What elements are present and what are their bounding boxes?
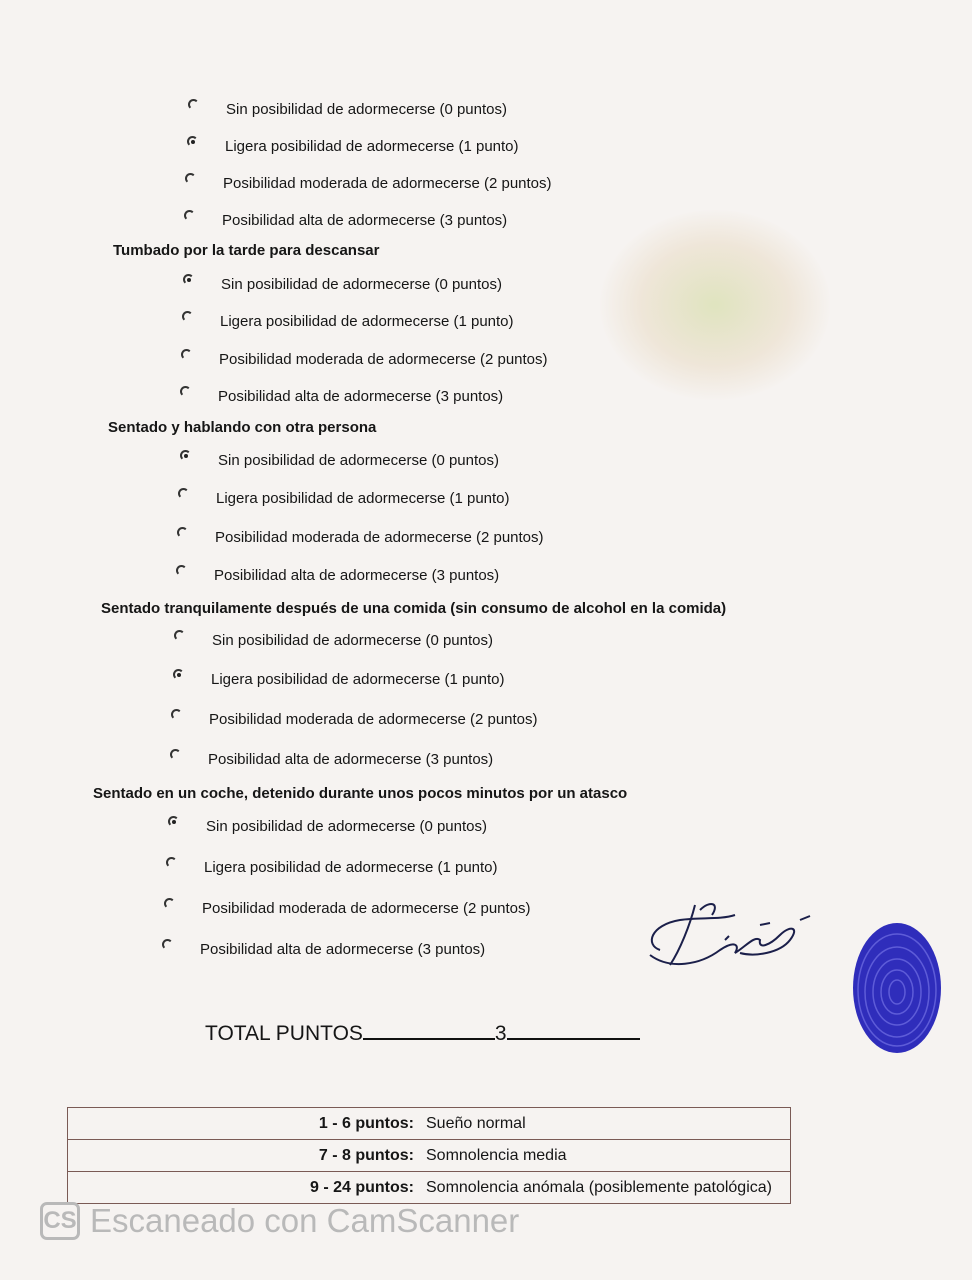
- radio-icon[interactable]: [162, 939, 173, 950]
- radio-icon[interactable]: [170, 749, 181, 760]
- option-label: Sin posibilidad de adormecerse (0 puntos): [206, 818, 487, 835]
- option-label: Posibilidad alta de adormecerse (3 puntos): [218, 388, 504, 405]
- radio-selected-icon[interactable]: [168, 816, 179, 827]
- radio-icon[interactable]: [184, 210, 195, 221]
- radio-selected-icon[interactable]: [187, 136, 198, 147]
- fingerprint-image: [850, 920, 945, 1060]
- option-label: Posibilidad alta de adormecerse (3 puntos): [200, 941, 486, 958]
- camscanner-watermark: [40, 1202, 519, 1246]
- score-interpretation-table: [67, 1107, 791, 1204]
- radio-icon[interactable]: [185, 173, 196, 184]
- radio-icon[interactable]: [181, 349, 192, 360]
- radio-icon[interactable]: [166, 857, 177, 868]
- section-title: Tumbado por la tarde para descansar: [113, 242, 380, 259]
- radio-icon[interactable]: [180, 386, 191, 397]
- section-title: Sentado en un coche, detenido durante unos pocos minutos por un atasco: [93, 785, 628, 802]
- signature-image: [640, 895, 815, 975]
- option-label: Ligera posibilidad de adormecerse (1 punto): [211, 671, 505, 688]
- table-row: [68, 1140, 791, 1172]
- radio-icon[interactable]: [174, 630, 185, 641]
- option-label: Ligera posibilidad de adormecerse (1 punto): [220, 313, 514, 330]
- total-value: 3: [494, 1022, 507, 1045]
- option-label: Posibilidad alta de adormecerse (3 puntos): [222, 212, 508, 229]
- option-label: Sin posibilidad de adormecerse (0 puntos): [226, 101, 507, 118]
- radio-icon[interactable]: [176, 565, 187, 576]
- option-label: Sin posibilidad de adormecerse (0 puntos): [212, 632, 493, 649]
- score-meaning: Somnolencia anómala (posiblemente patológica): [420, 1172, 791, 1204]
- score-meaning: Somnolencia media: [420, 1140, 791, 1172]
- camscanner-logo-icon: CS: [40, 1202, 80, 1240]
- score-meaning: Sueño normal: [420, 1108, 791, 1140]
- score-range: 9 - 24 puntos:: [68, 1172, 421, 1204]
- option-label: Posibilidad moderada de adormecerse (2 puntos): [209, 711, 538, 728]
- radio-selected-icon[interactable]: [180, 450, 191, 461]
- score-range: 7 - 8 puntos:: [68, 1140, 421, 1172]
- option-label: Ligera posibilidad de adormecerse (1 punto): [204, 859, 498, 876]
- option-label: Sin posibilidad de adormecerse (0 puntos): [218, 452, 499, 469]
- radio-selected-icon[interactable]: [183, 274, 194, 285]
- table-row: [68, 1172, 791, 1204]
- score-range: 1 - 6 puntos:: [68, 1108, 421, 1140]
- total-label: TOTAL PUNTOS: [205, 1022, 363, 1045]
- option-label: Posibilidad alta de adormecerse (3 puntos): [214, 567, 500, 584]
- option-label: Posibilidad moderada de adormecerse (2 puntos): [215, 529, 544, 546]
- option-label: Ligera posibilidad de adormecerse (1 punto): [225, 138, 519, 155]
- option-label: Posibilidad moderada de adormecerse (2 puntos): [202, 900, 531, 917]
- radio-selected-icon[interactable]: [173, 669, 184, 680]
- section-title: Sentado y hablando con otra persona: [108, 419, 377, 436]
- option-label: Ligera posibilidad de adormecerse (1 punto): [216, 490, 510, 507]
- total-underline-right: [507, 1018, 640, 1040]
- table-row: [68, 1108, 791, 1140]
- paper-stain: [600, 210, 830, 400]
- radio-icon[interactable]: [177, 527, 188, 538]
- radio-icon[interactable]: [171, 709, 182, 720]
- total-underline-left: [363, 1018, 495, 1040]
- watermark-text: Escaneado con CamScanner: [90, 1202, 520, 1239]
- total-points: [205, 1018, 640, 1046]
- option-label: Posibilidad moderada de adormecerse (2 puntos): [223, 175, 552, 192]
- option-label: Sin posibilidad de adormecerse (0 puntos): [221, 276, 502, 293]
- section-title: Sentado tranquilamente después de una comida (sin consumo de alcohol en la comida): [101, 600, 727, 617]
- radio-icon[interactable]: [182, 311, 193, 322]
- radio-icon[interactable]: [164, 898, 175, 909]
- radio-icon[interactable]: [188, 99, 199, 110]
- radio-icon[interactable]: [178, 488, 189, 499]
- option-label: Posibilidad alta de adormecerse (3 puntos): [208, 751, 494, 768]
- option-label: Posibilidad moderada de adormecerse (2 puntos): [219, 351, 548, 368]
